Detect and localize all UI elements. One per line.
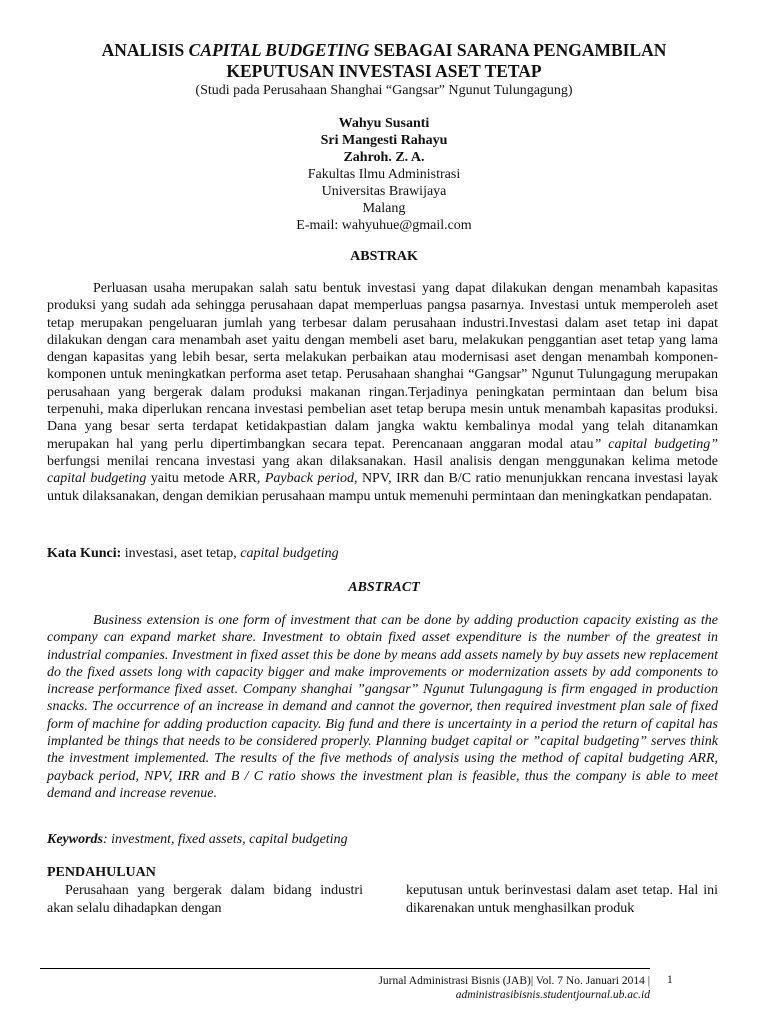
body-text: keputusan untuk berinvestasi dalam aset tetap. Hal ini dikarenakan untuk menghasilkan produk — [406, 883, 718, 916]
abstrak-italic: capital budgeting — [47, 471, 147, 487]
title-line2: KEPUTUSAN INVESTASI ASET TETAP — [226, 61, 542, 81]
affiliation-line: Malang — [362, 201, 406, 216]
keywords-text: : investment, fixed assets, capital budgeting — [103, 832, 348, 847]
paper-subtitle: (Studi pada Perusahaan Shanghai “Gangsar” Ngunut Tulungagung) — [195, 83, 573, 98]
abstrak-text: , NPV, IRR dan B/C ratio menunjukkan rencana investasi layak untuk dilaksanakan, dengan demikian perusahaan mampu untuk memenuhi permintaan dan meningkatkan pendapatan. — [47, 471, 718, 504]
affiliation-line: Fakultas Ilmu Administrasi — [307, 167, 461, 182]
kata-kunci-label: Kata Kunci: — [47, 546, 122, 561]
abstrak-text: yaitu metode ARR, — [146, 471, 265, 487]
abstract-text: Business extension is one form of investment that can be done by adding production capacity existing as the company can expand market share. Investment to obtain fixed asset expenditure is the number of the greatest in industrial companies. Investment in fixed asset this be done by means add assets namely by buy assets new replacement do the fixed assets long with capacity bigger and make improvements or modernization assets by add components to increase performance fixed asset. Company shanghai ”gangsar” Ngunut Tulungagung is firm engaged in production snacks. The occurrence of an increase in demand and cannot the governor, then required investment plan sale of fixed form of machine for adding production capacity. Big fund and there is uncertainty in a period the return of capital has implanted be things that needs to be considered properly. Planning budget capital or ”capital budgeting” serves think the investment implemented. The results of the five methods of analysis using the method of capital budgeting ARR, payback period, NPV, IRR and B / C ratio shows the investment plan is feasible, thus the company is able to meet demand and increase revenue. — [47, 613, 718, 801]
footer-rule — [40, 968, 650, 969]
title-part1: ANALISIS — [101, 40, 189, 60]
title-part3: SEBAGAI SARANA PENGAMBILAN — [369, 40, 667, 60]
affiliation-line: Universitas Brawijaya — [321, 184, 447, 199]
footer-journal: Jurnal Administrasi Bisnis (JAB)| Vol. 7 No. Januari 2014 | — [378, 975, 650, 987]
page-number: 1 — [667, 974, 673, 986]
kata-kunci-italic: capital budgeting — [240, 546, 339, 561]
abstrak-body — [47, 280, 718, 505]
section-heading: PENDAHULUAN — [47, 865, 156, 880]
page-footer — [320, 974, 650, 1002]
author-block — [40, 115, 728, 234]
footer-url: administrasibisnis.studentjournal.ub.ac.id — [455, 989, 650, 1001]
abstrak-text: berfungsi menilai rencana investasi yang akan dilaksanakan. Hasil analisis dengan menggunakan kelima metode — [47, 453, 718, 469]
abstrak-heading: ABSTRAK — [350, 249, 418, 264]
kata-kunci-text: investasi, aset tetap, — [121, 546, 241, 561]
title-italic: CAPITAL BUDGETING — [188, 40, 370, 60]
keywords — [47, 832, 718, 848]
author-name: Sri Mangesti Rahayu — [320, 133, 448, 148]
keywords-label: Keywords — [47, 832, 103, 847]
abstrak-text: Perluasan usaha merupakan salah satu bentuk investasi yang dapat dilakukan dengan menambah kapasitas produksi yang sudah ada sehingga perusahaan dapat memperluas pangsa pasarnya. Investasi untuk memperoleh aset tetap merupakan pengeluaran jumlah yang terbesar dalam perusahaan industri.Investasi dalam aset tetap ini dapat dilakukan dengan cara menambah aset yaitu dengan membeli aset baru, melakukan penggantian aset tetap yang lama dengan kapasitas yang lebih besar, serta melakukan perbaikan atau modernisasi aset dengan menambah komponen-komponen untuk meningkatkan performa aset tetap. Perusahaan shanghai “Gangsar” Ngunut Tulungagung merupakan perusahaan yang bergerak dalam produksi makanan ringan.Terjadinya peningkatan permintaan dan belum bisa terpenuhi, maka diperlukan rencana investasi pembelian aset tetap berupa mesin untuk menambah kapasitas produksi. Dana yang besar serta terdapat ketidakpastian dalam jangka waktu kembalinya modal yang telah ditanamkan merupakan hal yang perlu dipertimbangkan secara tepat. Perencanaan anggaran modal atau — [47, 281, 718, 452]
body-text: Perusahaan yang bergerak dalam bidang industri akan selalu dihadapkan dengan — [47, 883, 363, 916]
paper-title — [40, 40, 728, 82]
abstract-body — [47, 612, 718, 802]
column-left — [47, 882, 363, 918]
column-right — [406, 882, 718, 918]
kata-kunci — [47, 546, 718, 562]
author-name: Zahroh. Z. A. — [343, 150, 425, 165]
abstrak-italic: ” capital budgeting” — [593, 436, 718, 452]
abstract-heading: ABSTRACT — [348, 580, 420, 595]
author-name: Wahyu Susanti — [338, 116, 430, 131]
abstrak-italic: Payback period — [264, 471, 354, 487]
author-email: E-mail: wahyuhue@gmail.com — [296, 218, 472, 233]
